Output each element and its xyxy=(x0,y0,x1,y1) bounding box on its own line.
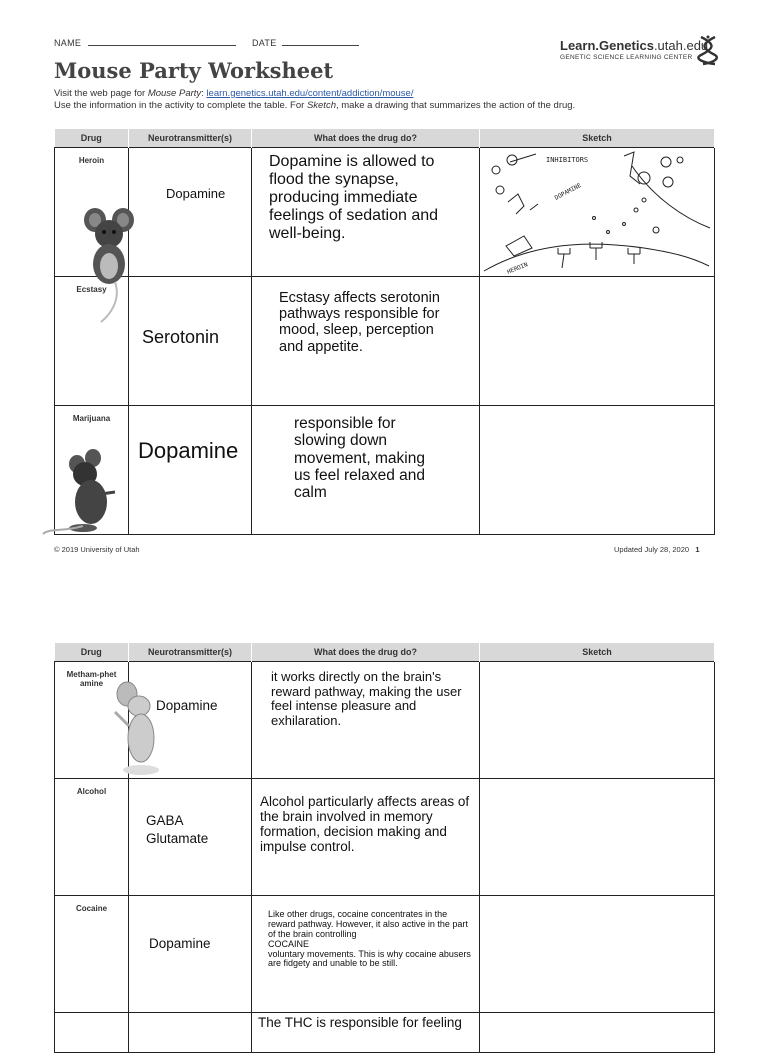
description-cell xyxy=(252,662,480,779)
date-line xyxy=(282,45,359,46)
description-cell xyxy=(252,779,480,896)
mouse-icon xyxy=(43,446,123,536)
header-neurotransmitter: Neurotransmitter(s) xyxy=(129,129,252,148)
sketch-cell xyxy=(480,896,715,1013)
neurotransmitter-text: Dopamine xyxy=(166,186,226,201)
drug-cell xyxy=(55,406,129,535)
footer-copyright: © 2019 University of Utah xyxy=(54,545,140,554)
neurotransmitter-cell xyxy=(129,1013,252,1053)
sketch-cell xyxy=(480,779,715,896)
worksheet-table-page1 xyxy=(54,129,715,535)
drug-cell xyxy=(55,1013,129,1053)
drug-cell xyxy=(55,779,129,896)
activity-link[interactable]: learn.genetics.utah.edu/content/addiction/mouse/ xyxy=(206,88,414,99)
drug-name: Ecstasy xyxy=(76,285,107,294)
table-row xyxy=(55,662,715,779)
table-header-row xyxy=(55,129,715,148)
neurotransmitter-text: Glutamate xyxy=(146,831,209,846)
page-title: Mouse Party Worksheet xyxy=(54,58,334,83)
neurotransmitter-text: Dopamine xyxy=(138,438,239,463)
header-drug: Drug xyxy=(55,643,129,662)
description-text: The THC is responsible for feeling xyxy=(258,1015,462,1030)
drug-name: Marijuana xyxy=(72,414,111,423)
intro-line-1: Visit the web page for Mouse Party: learn.genetics.utah.edu/content/addiction/mouse/ xyxy=(54,88,414,99)
header-neurotransmitter: Neurotransmitter(s) xyxy=(129,643,252,662)
drug-name: Heroin xyxy=(78,156,105,165)
description-text: responsible for slowing down movement, making us feel relaxed and calm xyxy=(294,415,425,502)
neurotransmitter-cell xyxy=(129,277,252,406)
description-text: it works directly on the brain's reward pathway, making the user feel intense pleasure and exhilaration. xyxy=(271,669,462,728)
logo-subtitle: GENETIC SCIENCE LEARNING CENTER xyxy=(560,54,693,61)
neurotransmitter-text: GABA xyxy=(146,813,184,828)
sketch-label-dopamine: DOPAMINE xyxy=(553,182,583,202)
intro-line-2: Use the information in the activity to complete the table. For Sketch, make a drawing that summarizes the action of the drug. xyxy=(54,100,576,111)
learn-genetics-logo xyxy=(560,38,720,68)
sketch-cell xyxy=(480,148,715,277)
sketch-label-heroin: HEROIN xyxy=(506,261,529,276)
drug-name: Metham-phetamine xyxy=(66,670,117,688)
page-number: 1 xyxy=(695,545,700,554)
drug-cell xyxy=(55,277,129,406)
table-row xyxy=(55,406,715,535)
description-cell xyxy=(252,896,480,1013)
footer-updated: Updated July 28, 2020 1 xyxy=(614,545,700,554)
neurotransmitter-text: Dopamine xyxy=(156,698,218,713)
description-text: Dopamine is allowed to flood the synapse, producing immediate feelings of sedation and well-being. xyxy=(269,153,439,242)
date-label: DATE xyxy=(252,38,277,48)
table-row xyxy=(55,896,715,1013)
sketch-label-inhibitors: INHIBITORS xyxy=(546,156,589,164)
drug-cell xyxy=(55,896,129,1013)
header-description: What does the drug do? xyxy=(252,643,480,662)
description-cell xyxy=(252,406,480,535)
description-text: Ecstasy affects serotonin pathways responsible for mood, sleep, perception and appetite. xyxy=(279,290,440,355)
logo-brand: Learn.Genetics.utah.edu xyxy=(560,38,709,53)
table-row xyxy=(55,779,715,896)
drug-name: Cocaine xyxy=(75,904,108,913)
neurotransmitter-cell xyxy=(129,662,252,779)
neurotransmitter-cell xyxy=(129,896,252,1013)
dna-icon xyxy=(697,35,719,65)
description-text: Like other drugs, cocaine concentrates in the reward pathway. However, it also active in the part of the brain controlling COCAINE voluntary movements. This is why cocaine abusers are fidgety and unable to be still. xyxy=(268,909,471,969)
neurotransmitter-cell xyxy=(129,779,252,896)
drug-name: Alcohol xyxy=(76,787,107,796)
neurotransmitter-cell xyxy=(129,406,252,535)
table-row xyxy=(55,148,715,277)
header-sketch: Sketch xyxy=(480,129,715,148)
sketch-cell xyxy=(480,277,715,406)
header-drug: Drug xyxy=(55,129,129,148)
table-row xyxy=(55,277,715,406)
table-row xyxy=(55,1013,715,1053)
description-cell xyxy=(252,148,480,277)
sketch-cell xyxy=(480,1013,715,1053)
description-cell xyxy=(252,277,480,406)
name-label: NAME xyxy=(54,38,82,48)
name-line xyxy=(88,45,236,46)
description-text: Alcohol particularly affects areas of the brain involved in memory formation, decision making and impulse control. xyxy=(260,794,470,855)
neurotransmitter-cell xyxy=(129,148,252,277)
neurotransmitter-text: Serotonin xyxy=(142,327,220,347)
drug-cell xyxy=(55,148,129,277)
header-description: What does the drug do? xyxy=(252,129,480,148)
sketch-cell xyxy=(480,662,715,779)
description-cell xyxy=(252,1013,480,1053)
header-sketch: Sketch xyxy=(480,643,715,662)
neurotransmitter-text: Dopamine xyxy=(149,936,211,951)
heroin-sketch xyxy=(484,148,704,276)
worksheet-table-page2 xyxy=(54,643,715,1053)
drug-cell xyxy=(55,662,129,779)
sketch-cell xyxy=(480,406,715,535)
table-header-row xyxy=(55,643,715,662)
